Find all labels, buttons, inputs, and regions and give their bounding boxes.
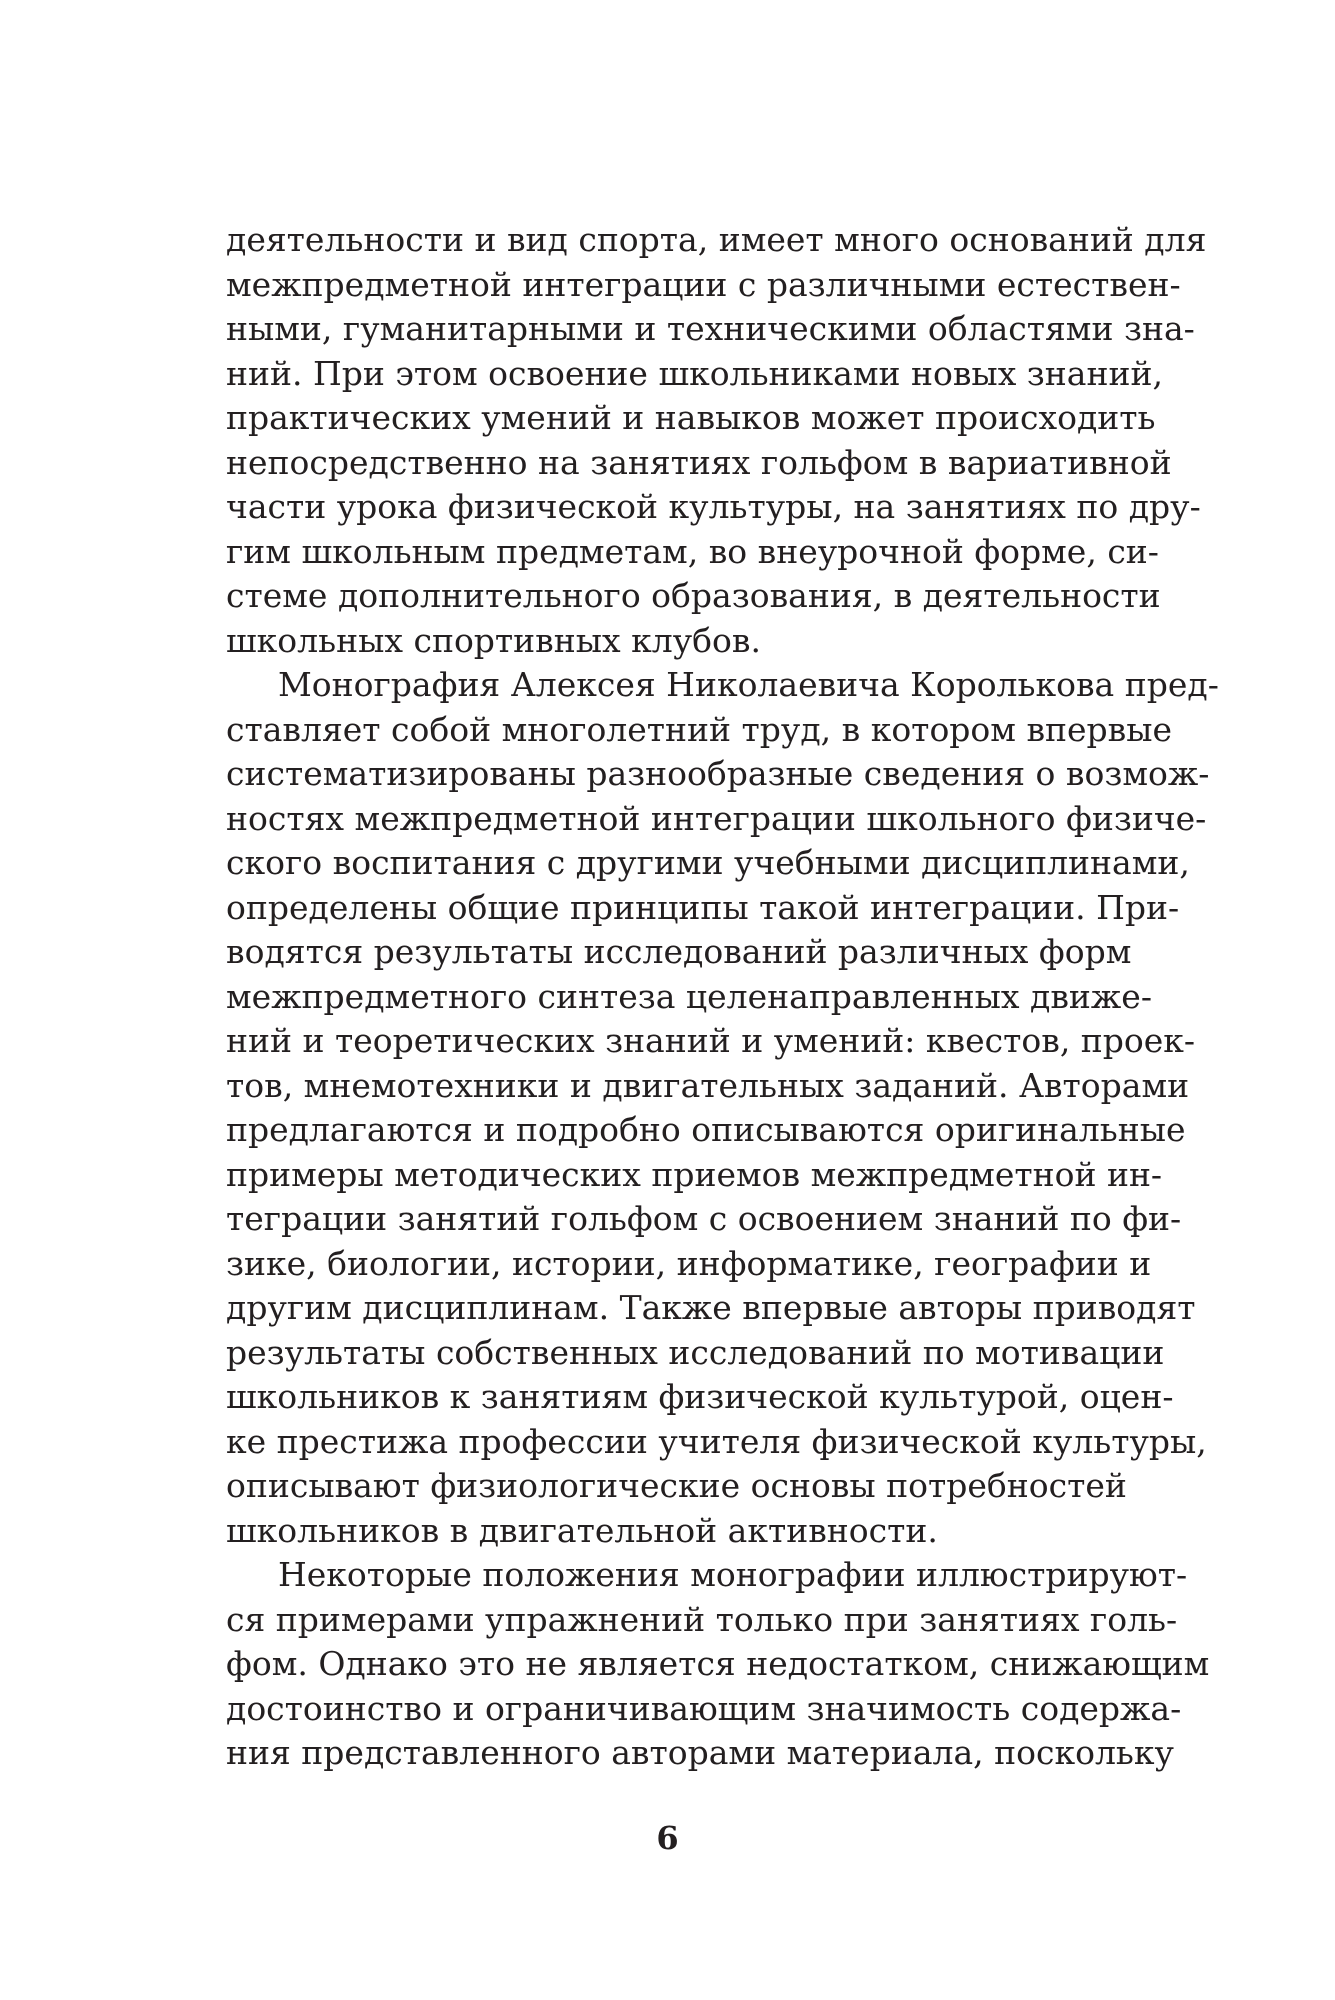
text-line: зике, биологии, истории, информатике, географии и	[226, 1243, 1152, 1283]
text-line: межпредметной интеграции с различными естествен-	[226, 264, 1181, 304]
text-line: гим школьным предметам, во внеурочной форме, си-	[226, 531, 1159, 571]
text-line: практических умений и навыков может происходить	[226, 398, 1156, 437]
text-line: описывают физиологические основы потребностей	[226, 1466, 1127, 1505]
text-line: ке престижа профессии учителя физической культуры,	[226, 1421, 1207, 1461]
text-line: другим дисциплинам. Также впервые авторы приводят	[226, 1288, 1196, 1327]
text-line: Некоторые положения монографии иллюстрируют-	[278, 1555, 1188, 1594]
text-line: ний и теоретических знаний и умений: квестов, проек-	[226, 1021, 1196, 1060]
text-line: школьников в двигательной активности.	[226, 1510, 938, 1550]
text-line: ся примерами упражнений только при занятиях голь-	[226, 1599, 1178, 1639]
paragraph-2	[226, 663, 1219, 1553]
text-line: примеры методических приемов межпредметной ин-	[226, 1154, 1163, 1194]
text-line: результаты собственных исследований по мотивации	[226, 1332, 1165, 1372]
text-line: определены общие принципы такой интеграции. При-	[226, 887, 1180, 927]
page-number: 6	[656, 1819, 679, 1857]
text-line: систематизированы разнообразные сведения о возмож-	[226, 754, 1210, 793]
text-line: достоинство и ограничивающим значимость содержа-	[226, 1688, 1182, 1728]
text-line: ставляет собой многолетний труд, в котором впервые	[226, 709, 1173, 749]
body-text	[226, 218, 1219, 1776]
text-line: школьных спортивных клубов.	[226, 620, 761, 660]
text-line: школьников к занятиям физической культурой, оцен-	[226, 1377, 1174, 1416]
text-line: фом. Однако это не является недостатком, снижающим	[226, 1644, 1210, 1683]
text-line: тов, мнемотехники и двигательных заданий. Авторами	[226, 1065, 1190, 1105]
text-line: предлагаются и подробно описываются оригинальные	[226, 1110, 1186, 1149]
text-line: ния представленного авторами материала, поскольку	[226, 1733, 1174, 1772]
text-line: ского воспитания с другими учебными дисциплинами,	[226, 843, 1190, 882]
text-line: ными, гуманитарными и техническими областями зна-	[226, 309, 1195, 348]
text-line: деятельности и вид спорта, имеет много оснований для	[226, 220, 1207, 259]
text-line: части урока физической культуры, на занятиях по дру-	[226, 487, 1201, 526]
text-line: ний. При этом освоение школьниками новых знаний,	[226, 353, 1163, 393]
text-line: стеме дополнительного образования, в деятельности	[226, 576, 1161, 615]
text-line: межпредметного синтеза целенаправленных движе-	[226, 976, 1152, 1016]
text-line: ностях межпредметной интеграции школьного физиче-	[226, 798, 1207, 838]
text-line: водятся результаты исследований различных форм	[226, 932, 1132, 971]
paragraph-1	[226, 218, 1207, 663]
text-line: теграции занятий гольфом с освоением знаний по фи-	[226, 1199, 1182, 1238]
text-line: Монография Алексея Николаевича Королькова пред-	[278, 665, 1219, 704]
paragraph-3	[226, 1553, 1210, 1776]
text-line: непосредственно на занятиях гольфом в вариативной	[226, 442, 1172, 482]
